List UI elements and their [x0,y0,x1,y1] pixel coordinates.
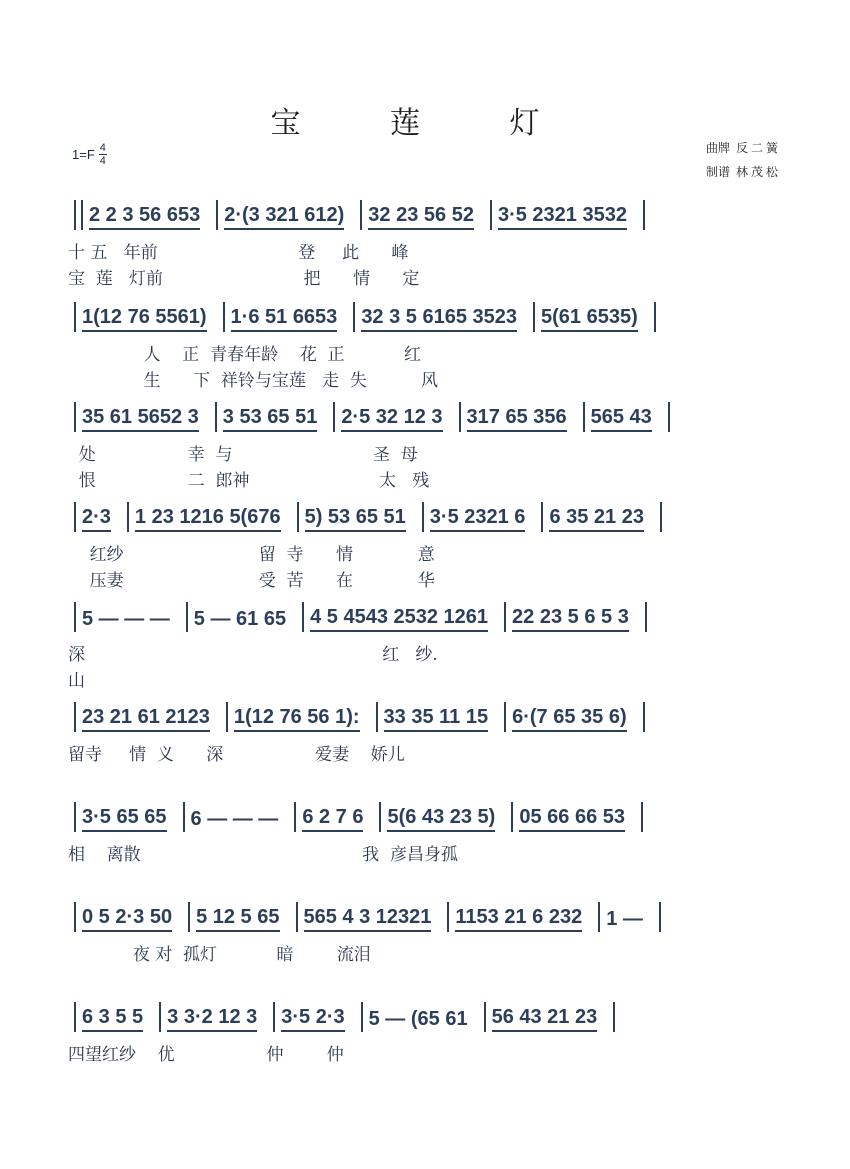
lyric-line: 夜 对 孤灯 暗 流泪 [68,945,371,965]
barline [183,802,185,832]
notation-row [68,398,788,432]
barline [490,200,492,230]
barline [504,602,506,632]
lyric-line: 恨 二 郎神 太 残 [68,471,430,491]
arranger-label: 制谱 [706,165,731,179]
barline [302,602,304,632]
tune-label: 曲牌 [706,141,731,155]
measure: 5(6 43 23 5) [387,806,495,832]
barline [296,902,298,932]
credits [706,136,781,184]
barline [643,200,645,230]
lyric-line [68,768,788,794]
measure: 6·(7 65 35 6) [512,706,627,732]
barline [74,802,76,832]
lyric-line: 宝 莲 灯前 把 情 定 [68,269,420,289]
barline [188,902,190,932]
measure: 6 35 21 23 [549,506,644,532]
score-system [68,898,788,994]
meter-top: 4 [99,142,106,154]
barline [533,302,535,332]
measure: 5 — 61 65 [193,608,287,630]
measure: 23 21 61 2123 [82,706,210,732]
measure: 32 23 56 52 [368,204,474,230]
measure: 5(61 6535) [541,306,638,332]
measure: 3·5 2·3 [281,1006,344,1032]
barline [294,802,296,832]
measure: 3 3·2 12 3 [167,1006,257,1032]
tune-name: 反二簧 [736,141,782,155]
barline [74,602,76,632]
barline [643,702,645,732]
measure: 5) 53 65 51 [305,506,406,532]
lyric-line: 山 [68,671,85,691]
measure: 2·3 [82,506,111,532]
barline [186,602,188,632]
barline [379,802,381,832]
time-signature [99,142,107,167]
measure: 1·6 51 6653 [231,306,338,332]
measure: 32 3 5 6165 3523 [361,306,517,332]
measure: 6 3 5 5 [82,1006,143,1032]
lyric-line [68,868,788,894]
barline [127,502,129,532]
lyric-line: 生 下 祥铃与宝莲 走 失 风 [68,371,438,391]
measure: 1 — [606,908,643,930]
barline [360,200,362,230]
barline [226,702,228,732]
barline [660,502,662,532]
barline [297,502,299,532]
barline [74,1002,76,1032]
score-system [68,698,788,794]
barline [223,302,225,332]
barline [654,302,656,332]
score-system [68,498,788,594]
barline [645,602,647,632]
barline [613,1002,615,1032]
lyric-line [68,1068,788,1094]
score-system [68,998,788,1094]
lyric-line: 相 离散 我 彦昌身孤 [68,845,458,865]
barline [353,302,355,332]
lyric-line: 人 正 青春年龄 花 正 红 [68,345,421,365]
score-system [68,298,788,394]
lyric-line: 四望红纱 优 仲 仲 [68,1045,344,1065]
barline [641,802,643,832]
barline [422,502,424,532]
measure: 35 61 5652 3 [82,406,199,432]
notation-row [68,498,788,532]
measure: 1153 21 6 232 [455,906,582,932]
barline [273,1002,275,1032]
barline [376,702,378,732]
barline [215,402,217,432]
measure: 5 — (65 61 [368,1008,468,1030]
barline [74,702,76,732]
lyric-line: 留寺 情 义 深 爱妻 娇儿 [68,745,405,765]
arranger-name: 林茂松 [736,165,782,179]
measure: 6 — — — [190,808,279,830]
measure: 5 — — — [82,608,170,630]
measure: 2·(3 321 612) [224,204,344,230]
score-system [68,196,788,292]
measure: 6 2 7 6 [302,806,363,832]
barline [216,200,218,230]
measure: 1(12 76 56 1): [234,706,360,732]
barline [583,402,585,432]
lyric-line: 深 红 纱. [68,645,438,665]
lyric-line: 红纱 留 寺 情 意 [68,545,435,565]
notation-row [68,598,788,632]
measure: 565 4 3 12321 [304,906,432,932]
measure: 3·5 65 65 [82,806,167,832]
barline [541,502,543,532]
arranger-line [706,160,781,184]
lyric-line: 十 五 年前 登 此 峰 [68,243,409,263]
measure: 5 12 5 65 [196,906,279,932]
tune-line [706,136,781,160]
barline [484,1002,486,1032]
score-system [68,398,788,494]
lyric-line: 压妻 受 苦 在 华 [68,571,435,591]
measure: 565 43 [591,406,652,432]
measure: 3·5 2321 6 [430,506,526,532]
measure: 05 66 66 53 [519,806,625,832]
barline [361,1002,363,1032]
barline [74,200,83,230]
notation-row [68,298,788,332]
measure: 2 2 3 56 653 [89,204,200,230]
lyric-line [68,968,788,994]
barline [159,1002,161,1032]
barline [74,502,76,532]
key-signature [72,142,107,167]
measure: 0 5 2·3 50 [82,906,172,932]
notation-row [68,898,788,932]
score-system [68,798,788,894]
measure: 22 23 5 6 5 3 [512,606,629,632]
measure: 4 5 4543 2532 1261 [310,606,488,632]
measure: 3 53 65 51 [223,406,318,432]
notation-row [68,798,788,832]
measure: 33 35 11 15 [384,706,489,732]
barline [668,402,670,432]
score-system [68,598,788,694]
lyric-line: 处 幸 与 圣 母 [68,445,418,465]
barline [447,902,449,932]
measure: 317 65 356 [467,406,567,432]
song-title: 宝 莲 灯 [270,106,580,141]
barline [504,702,506,732]
barline [74,402,76,432]
measure: 1 23 1216 5(676 [135,506,281,532]
barline [333,402,335,432]
barline [74,302,76,332]
measure: 1(12 76 5561) [82,306,207,332]
measure: 2·5 32 12 3 [341,406,442,432]
key-label: 1=F [72,147,95,162]
barline [598,902,600,932]
measure: 56 43 21 23 [492,1006,598,1032]
barline [659,902,661,932]
measure: 3·5 2321 3532 [498,204,627,230]
barline [74,902,76,932]
barline [511,802,513,832]
notation-row [68,196,788,230]
notation-row [68,698,788,732]
meter-bottom: 4 [99,155,106,167]
notation-row [68,998,788,1032]
barline [459,402,461,432]
